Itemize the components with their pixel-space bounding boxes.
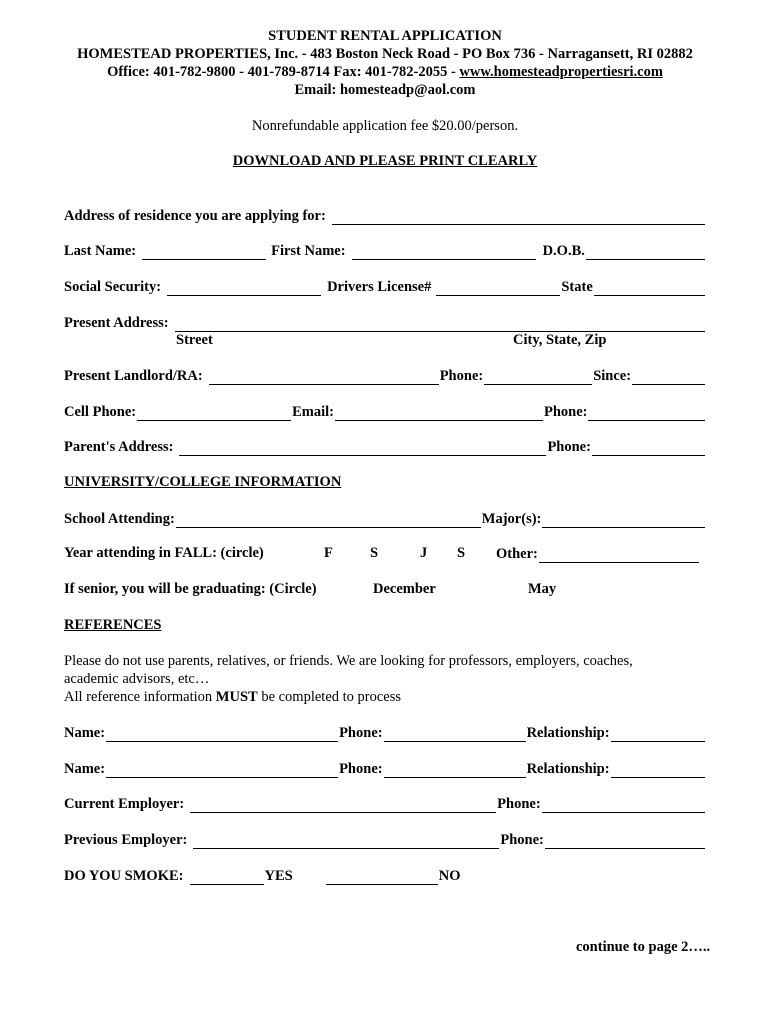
year-freshman[interactable]: F (324, 545, 333, 561)
year-junior[interactable]: J (420, 545, 428, 561)
landlord-phone-label: Phone: (439, 368, 484, 384)
ssn-blank[interactable] (167, 282, 321, 296)
smoke-no-label: NO (438, 868, 461, 884)
first-name-label: First Name: (271, 243, 346, 259)
parents-phone-label: Phone: (547, 439, 591, 455)
reference-phone-label: Phone: (339, 761, 383, 777)
reference-name-blank[interactable] (106, 728, 338, 742)
email-line: Email: homesteadp@aol.com (294, 82, 476, 98)
previous-employer-row (64, 831, 706, 849)
major-blank[interactable] (542, 514, 705, 528)
state-label: State (561, 279, 593, 295)
references-heading: REFERENCES (64, 617, 162, 633)
other-row (496, 545, 700, 563)
school-label: School Attending: (64, 511, 175, 527)
reference-row (64, 724, 706, 742)
smoke-label: DO YOU SMOKE: (64, 868, 184, 884)
last-name-label: Last Name: (64, 243, 137, 259)
cell-phone-blank[interactable] (137, 407, 291, 421)
other-blank[interactable] (539, 549, 699, 563)
parents-phone-blank[interactable] (592, 442, 705, 456)
dob-label: D.O.B. (542, 243, 585, 259)
email-label: Email: (292, 404, 334, 420)
email-blank[interactable] (335, 407, 543, 421)
parents-row (64, 438, 706, 456)
reference-relationship-label: Relationship: (526, 761, 610, 777)
year-sophomore[interactable]: S (370, 545, 379, 561)
major-label: Major(s): (481, 511, 542, 527)
landlord-row (64, 367, 706, 385)
school-row (64, 510, 706, 528)
dob-blank[interactable] (586, 246, 705, 260)
print-instruction: DOWNLOAD AND PLEASE PRINT CLEARLY (232, 153, 538, 169)
since-blank[interactable] (632, 371, 705, 385)
current-employer-phone-blank[interactable] (542, 799, 705, 813)
current-employer-blank[interactable] (190, 799, 496, 813)
contact-phone-blank[interactable] (588, 407, 705, 421)
address-applying-label: Address of residence you are applying for: (64, 208, 326, 224)
senior-label: If senior, you will be graduating: (Circle) (64, 581, 317, 597)
reference-relationship-blank[interactable] (611, 728, 705, 742)
references-note-line1: Please do not use parents, relatives, or friends. We are looking for professors, employers, coaches, (64, 653, 633, 669)
current-employer-row (64, 795, 706, 813)
website-link[interactable]: www.homesteadpropertiesri.com (459, 64, 663, 80)
last-name-blank[interactable] (142, 246, 266, 260)
cell-phone-label: Cell Phone: (64, 404, 137, 420)
address-applying-blank[interactable] (332, 211, 705, 225)
state-blank[interactable] (594, 282, 705, 296)
license-blank[interactable] (436, 282, 560, 296)
name-row (64, 242, 706, 260)
reference-relationship-label: Relationship: (526, 725, 610, 741)
previous-employer-label: Previous Employer: (64, 832, 188, 848)
present-address-label: Present Address: (64, 315, 169, 331)
landlord-blank[interactable] (209, 371, 439, 385)
office-phones: Office: 401-782-9800 - 401-789-8714 Fax: 401-782-2055 - (107, 64, 460, 80)
reference-phone-label: Phone: (339, 725, 383, 741)
company-line: HOMESTEAD PROPERTIES, Inc. - 483 Boston Neck Road - PO Box 736 - Narragansett, RI 02882 (77, 46, 693, 62)
contact-row (64, 403, 706, 421)
city-state-zip-caption: City, State, Zip (513, 332, 607, 348)
present-address-blank[interactable] (175, 318, 705, 332)
license-label: Drivers License# (327, 279, 432, 295)
references-note-line2: academic advisors, etc… (64, 671, 210, 687)
landlord-label: Present Landlord/RA: (64, 368, 203, 384)
present-address-row (64, 314, 706, 332)
previous-employer-phone-label: Phone: (500, 832, 544, 848)
reference-row (64, 760, 706, 778)
address-applying-row (64, 207, 706, 225)
reference-relationship-blank[interactable] (611, 764, 705, 778)
reference-phone-blank[interactable] (384, 764, 526, 778)
references-note-line3: All reference information MUST be completed to process (64, 689, 402, 705)
first-name-blank[interactable] (352, 246, 536, 260)
parents-address-blank[interactable] (179, 442, 546, 456)
ssn-label: Social Security: (64, 279, 162, 295)
school-blank[interactable] (176, 514, 481, 528)
continue-note: continue to page 2….. (576, 939, 711, 955)
references-note (64, 652, 704, 706)
year-attending-label: Year attending in FALL: (circle) (64, 545, 264, 561)
university-heading: UNIVERSITY/COLLEGE INFORMATION (64, 474, 342, 490)
smoke-no-blank[interactable] (326, 871, 438, 885)
contact-phone-label: Phone: (543, 404, 588, 420)
since-label: Since: (593, 368, 632, 384)
smoke-yes-blank[interactable] (190, 871, 264, 885)
fee-note: Nonrefundable application fee $20.00/person. (251, 118, 519, 134)
previous-employer-phone-blank[interactable] (545, 835, 705, 849)
current-employer-phone-label: Phone: (497, 796, 541, 812)
id-row (64, 278, 706, 296)
reference-phone-blank[interactable] (384, 728, 526, 742)
smoke-row (64, 867, 484, 885)
smoke-yes-label: YES (264, 868, 293, 884)
parents-address-label: Parent's Address: (64, 439, 174, 455)
street-caption: Street (176, 332, 213, 348)
reference-name-label: Name: (64, 725, 106, 741)
reference-name-label: Name: (64, 761, 106, 777)
other-label: Other: (496, 546, 538, 562)
office-line (0, 64, 770, 81)
year-senior[interactable]: S (457, 545, 466, 561)
reference-name-blank[interactable] (106, 764, 338, 778)
graduation-may[interactable]: May (528, 581, 557, 597)
form-title: STUDENT RENTAL APPLICATION (268, 28, 502, 44)
graduation-december[interactable]: December (373, 581, 436, 597)
landlord-phone-blank[interactable] (484, 371, 592, 385)
previous-employer-blank[interactable] (193, 835, 499, 849)
current-employer-label: Current Employer: (64, 796, 185, 812)
